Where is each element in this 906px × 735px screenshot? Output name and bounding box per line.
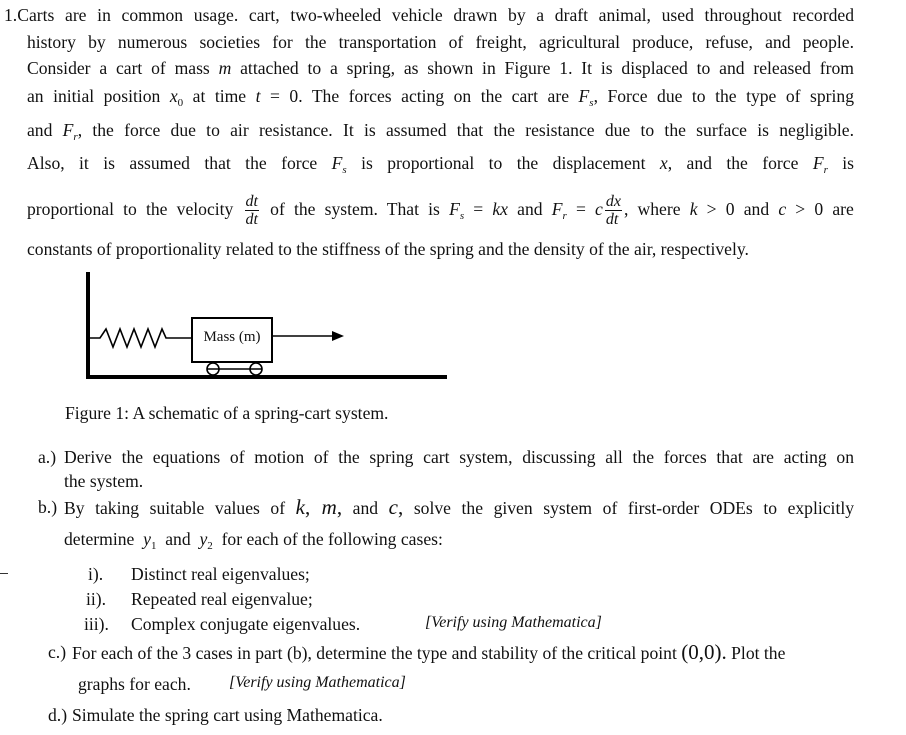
part-a-label: a.) (38, 447, 57, 467)
case-3-label: iii). (84, 614, 109, 634)
math-Fs: $F_s$ (331, 153, 347, 176)
displacement-arrow-head (332, 331, 344, 341)
part-d-label: d.) (48, 705, 68, 725)
case-2-label: ii). (86, 589, 107, 609)
math-m: m (218, 58, 232, 78)
math-c-positive: c > 0 (778, 199, 824, 219)
text-fragment: of the system. That is (270, 199, 440, 219)
question-line-3 (27, 57, 854, 79)
verify-note-2: [Verify using Mathematica] (229, 674, 406, 691)
question-line-4 (27, 85, 854, 107)
text-fragment: is proportional to the displacement (361, 153, 646, 173)
part-c-line-1 (72, 641, 785, 664)
text-fragment: are (832, 199, 854, 219)
question-line-5 (27, 119, 854, 141)
text-fragment: and (352, 498, 379, 518)
critical-point: (0,0). (681, 640, 727, 664)
fraction-dt-dt: $\frac{dt}{dt}$ (245, 193, 258, 229)
part-a-line-2: the system. (64, 471, 144, 491)
math-Fs-equals-kx: $F_s$ = kx (449, 199, 508, 222)
question-text-1: Carts are in common usage. cart, two-wheeled vehicle drawn by a draft animal, used throughout recorded (17, 5, 854, 25)
case-1-label: i). (88, 564, 104, 584)
math-Fr: $F_r$ (812, 153, 828, 176)
text-fragment: for each of the following cases: (221, 529, 443, 549)
case-3-text: Complex conjugate eigenvalues. (131, 614, 361, 634)
question-line-8: constants of proportionality related to the stiffness of the spring and the density of the air, respectively. (27, 239, 749, 259)
math-Fr: $F_r$, (62, 120, 83, 143)
text-fragment: By taking suitable values of (64, 498, 286, 518)
text-fragment: proportional to the velocity (27, 199, 234, 219)
text-fragment: Plot the (731, 643, 786, 663)
case-1-text: Distinct real eigenvalues; (131, 564, 310, 584)
question-line-2: history by numerous societies for the transportation of freight, agricultural produce, refuse, and people. (27, 32, 854, 52)
math-k-positive: k > 0 (689, 199, 735, 219)
question-line-1 (4, 4, 854, 26)
case-2-text: Repeated real eigenvalue; (131, 589, 313, 609)
text-fragment: and the force (686, 153, 799, 173)
figure-caption: Figure 1: A schematic of a spring-cart system. (65, 403, 389, 423)
text-fragment: is (842, 153, 855, 173)
part-c-line-2: graphs for each. (78, 674, 191, 694)
text-fragment: solve the given system of first-order ODEs to explicitly (413, 498, 855, 518)
verify-note-1: [Verify using Mathematica] (425, 614, 602, 631)
part-d-text: Simulate the spring cart using Mathematica. (72, 705, 383, 725)
math-y2: $y_2$ (199, 529, 213, 552)
spring-cart-figure (80, 268, 460, 384)
text-fragment: and (27, 120, 53, 140)
text-fragment: the force due to air resistance. It is assumed that the resistance due to the surface is negligible. (92, 120, 854, 140)
part-b-line-1 (64, 496, 854, 519)
math-y1: $y_1$ (143, 529, 157, 552)
spring (88, 329, 192, 347)
mass-label: Mass (m) (203, 329, 261, 345)
part-c-label: c.) (48, 642, 67, 662)
part-a-line-1: Derive the equations of motion of the spring cart system, discussing all the forces that are acting on (64, 447, 854, 467)
math-Fs: $F_s$, (578, 86, 598, 109)
math-k-m-c: k, m, (295, 495, 343, 519)
text-fragment: For each of the 3 cases in part (b), determine the type and stability of the critical point (72, 643, 677, 663)
text-fragment: at time (192, 86, 247, 106)
question-number: 1. (4, 5, 18, 25)
question-line-7 (27, 190, 854, 228)
math-c: c, (388, 495, 404, 519)
text-fragment: Also, it is assumed that the force (27, 153, 318, 173)
text-fragment: attached to a spring, as shown in Figure 1. It is displaced to and released from (240, 58, 854, 78)
part-b-line-2 (64, 528, 443, 550)
math-t-equals-0: t = 0. (255, 86, 303, 106)
text-fragment: where (637, 199, 681, 219)
text-fragment: an initial position (27, 86, 161, 106)
text-fragment: determine (64, 529, 135, 549)
text-fragment: Force due to the type of spring (607, 86, 854, 106)
text-fragment: and (743, 199, 770, 219)
margin-mark (0, 573, 8, 574)
math-Fr-equals-c-dxdt: $F_r = c$ $\frac{dx}{dt}$ , (551, 193, 629, 229)
text-fragment: Consider a cart of mass (27, 58, 210, 78)
math-x: x, (659, 153, 673, 173)
text-fragment: The forces acting on the cart are (311, 86, 570, 106)
part-b-label: b.) (38, 497, 58, 517)
question-line-6 (27, 152, 854, 174)
text-fragment: and (517, 199, 543, 219)
text-fragment: and (165, 529, 191, 549)
math-x0: $x_0$ (169, 86, 184, 109)
